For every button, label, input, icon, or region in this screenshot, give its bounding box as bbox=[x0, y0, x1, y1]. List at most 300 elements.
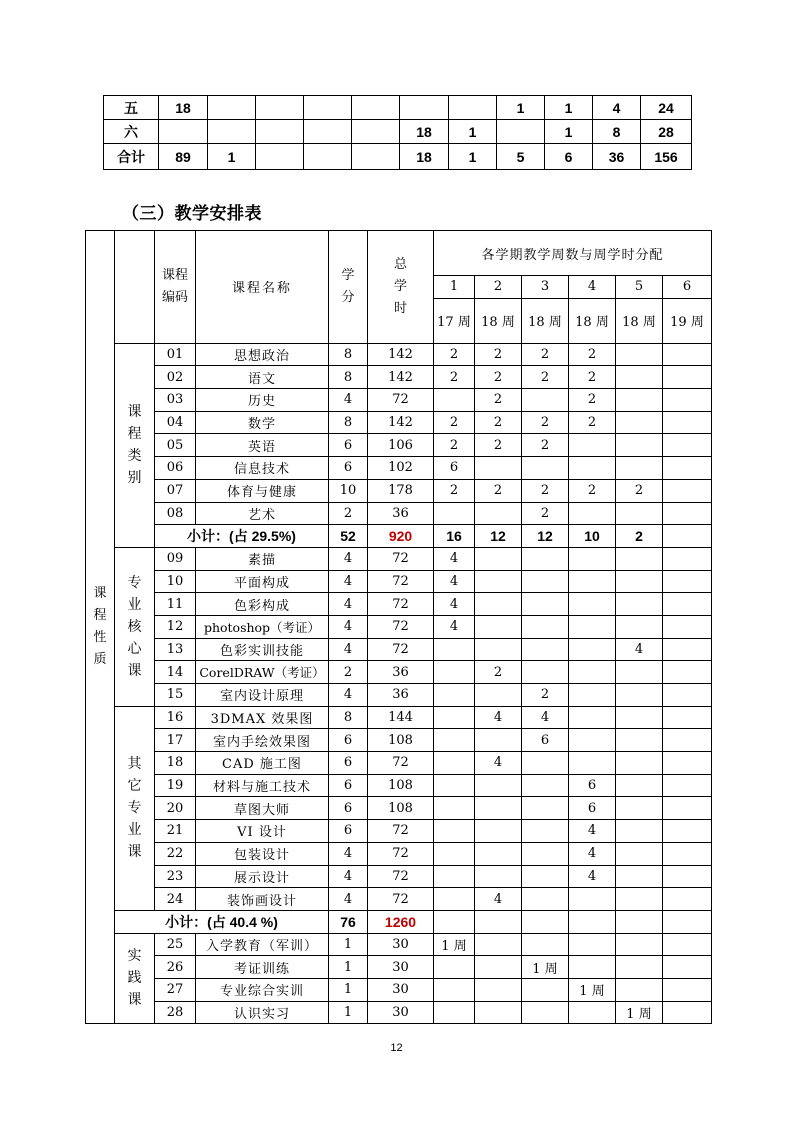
subtotal-semester: 2 bbox=[616, 525, 663, 548]
summary-cell: 156 bbox=[641, 144, 692, 170]
course-hours: 30 bbox=[368, 978, 434, 1001]
semester-hours bbox=[475, 502, 522, 525]
semester-hours bbox=[663, 888, 712, 911]
summary-table bbox=[103, 95, 692, 170]
summary-row-label: 六 bbox=[104, 120, 159, 144]
semester-hours: 4 bbox=[616, 638, 663, 661]
semester-hours bbox=[663, 457, 712, 480]
semester-hours bbox=[522, 888, 569, 911]
course-hours: 72 bbox=[368, 865, 434, 888]
semester-hours bbox=[663, 593, 712, 616]
course-credit: 4 bbox=[329, 842, 368, 865]
summary-cell: 24 bbox=[641, 96, 692, 120]
summary-cell: 28 bbox=[641, 120, 692, 144]
course-hours: 178 bbox=[368, 479, 434, 502]
semester-hours bbox=[616, 502, 663, 525]
summary-cell: 8 bbox=[593, 120, 641, 144]
subtotal-semester: 12 bbox=[475, 525, 522, 548]
semester-hours: 4 bbox=[569, 865, 616, 888]
semester-hours bbox=[434, 820, 475, 843]
summary-cell: 5 bbox=[497, 144, 545, 170]
course-hours: 72 bbox=[368, 820, 434, 843]
semester-hours bbox=[616, 661, 663, 684]
course-hours: 72 bbox=[368, 570, 434, 593]
semester-number: 6 bbox=[663, 276, 712, 299]
summary-cell bbox=[159, 120, 208, 144]
course-code: 14 bbox=[155, 661, 196, 684]
semester-hours bbox=[522, 978, 569, 1001]
semester-hours bbox=[434, 978, 475, 1001]
course-hours: 72 bbox=[368, 888, 434, 911]
semester-hours: 2 bbox=[475, 434, 522, 457]
semester-hours bbox=[475, 1001, 522, 1024]
course-hours: 142 bbox=[368, 411, 434, 434]
course-credit: 4 bbox=[329, 570, 368, 593]
course-row bbox=[86, 615, 712, 638]
semester-hours bbox=[616, 389, 663, 412]
semester-weeks: 18 周 bbox=[522, 298, 569, 343]
course-group-label-char: 别 bbox=[127, 470, 142, 487]
semester-hours bbox=[522, 389, 569, 412]
semester-hours bbox=[434, 729, 475, 752]
semester-number: 1 bbox=[434, 276, 475, 299]
course-row bbox=[86, 684, 712, 707]
semester-hours bbox=[663, 570, 712, 593]
semester-hours: 2 bbox=[569, 389, 616, 412]
semester-hours: 4 bbox=[522, 706, 569, 729]
course-group-label bbox=[115, 706, 155, 910]
semester-hours bbox=[663, 729, 712, 752]
section-title: （三）教学安排表 bbox=[122, 204, 262, 224]
summary-cell: 4 bbox=[593, 96, 641, 120]
course-row bbox=[86, 366, 712, 389]
semester-hours bbox=[522, 865, 569, 888]
summary-cell bbox=[304, 144, 352, 170]
course-credit: 2 bbox=[329, 502, 368, 525]
course-name: 考证训练 bbox=[196, 956, 329, 979]
course-group-label-char: 专 bbox=[127, 574, 142, 591]
semester-hours bbox=[569, 570, 616, 593]
summary-cell: 18 bbox=[400, 144, 449, 170]
summary-cell bbox=[352, 144, 400, 170]
semester-hours: 4 bbox=[475, 888, 522, 911]
course-group-label-char: 践 bbox=[127, 970, 142, 987]
semester-hours bbox=[522, 1001, 569, 1024]
summary-cell: 1 bbox=[545, 96, 593, 120]
course-group-label-char: 核 bbox=[127, 618, 142, 635]
course-code: 10 bbox=[155, 570, 196, 593]
semester-hours bbox=[616, 956, 663, 979]
course-group-label-char: 课 bbox=[127, 992, 142, 1009]
course-credit: 6 bbox=[329, 797, 368, 820]
subtotal-hours: 1260 bbox=[368, 910, 434, 933]
course-name: 体育与健康 bbox=[196, 479, 329, 502]
course-credit: 8 bbox=[329, 343, 368, 366]
semester-hours: 2 bbox=[475, 389, 522, 412]
course-credit: 8 bbox=[329, 411, 368, 434]
semester-hours bbox=[522, 638, 569, 661]
semester-hours: 2 bbox=[522, 366, 569, 389]
course-group-label-char: 课 bbox=[127, 404, 142, 421]
summary-cell: 18 bbox=[400, 120, 449, 144]
course-hours: 30 bbox=[368, 956, 434, 979]
course-credit: 4 bbox=[329, 389, 368, 412]
course-code: 21 bbox=[155, 820, 196, 843]
semester-hours bbox=[663, 865, 712, 888]
course-code: 26 bbox=[155, 956, 196, 979]
semester-hours bbox=[616, 684, 663, 707]
semester-hours bbox=[663, 842, 712, 865]
course-name: photoshop（考证） bbox=[196, 615, 329, 638]
semester-hours bbox=[475, 842, 522, 865]
semester-hours bbox=[434, 752, 475, 775]
course-nature-label bbox=[86, 231, 115, 1024]
subtotal-credit: 52 bbox=[329, 525, 368, 548]
semester-hours: 2 bbox=[434, 479, 475, 502]
header-distribution: 各学期教学周数与周学时分配 bbox=[434, 231, 712, 276]
course-hours: 72 bbox=[368, 638, 434, 661]
course-code: 20 bbox=[155, 797, 196, 820]
semester-hours bbox=[663, 434, 712, 457]
semester-hours bbox=[663, 752, 712, 775]
course-credit: 10 bbox=[329, 479, 368, 502]
semester-hours bbox=[434, 865, 475, 888]
semester-number: 4 bbox=[569, 276, 616, 299]
header-course-code-line: 课程 bbox=[161, 267, 188, 283]
semester-hours: 2 bbox=[569, 411, 616, 434]
semester-hours bbox=[569, 956, 616, 979]
course-code: 01 bbox=[155, 343, 196, 366]
header-course-code-line: 编码 bbox=[161, 289, 188, 305]
semester-hours bbox=[569, 593, 616, 616]
summary-cell: 6 bbox=[545, 144, 593, 170]
semester-hours bbox=[616, 547, 663, 570]
course-group-label-char: 心 bbox=[127, 640, 142, 657]
semester-hours bbox=[475, 797, 522, 820]
semester-hours bbox=[475, 956, 522, 979]
semester-hours bbox=[663, 638, 712, 661]
course-credit: 1 bbox=[329, 1001, 368, 1024]
semester-hours: 2 bbox=[475, 343, 522, 366]
semester-hours bbox=[434, 389, 475, 412]
schedule-table bbox=[85, 230, 712, 1024]
course-name: 英语 bbox=[196, 434, 329, 457]
course-name: 室内手绘效果图 bbox=[196, 729, 329, 752]
semester-hours bbox=[663, 1001, 712, 1024]
course-credit: 4 bbox=[329, 684, 368, 707]
semester-hours: 4 bbox=[569, 820, 616, 843]
semester-hours bbox=[475, 978, 522, 1001]
semester-hours bbox=[616, 411, 663, 434]
subtotal-semester bbox=[663, 525, 712, 548]
summary-cell bbox=[400, 96, 449, 120]
course-code: 16 bbox=[155, 706, 196, 729]
course-row bbox=[86, 502, 712, 525]
course-code: 19 bbox=[155, 774, 196, 797]
subtotal-label: 小计：(占 40.4 %) bbox=[115, 910, 329, 933]
course-row bbox=[86, 842, 712, 865]
course-code: 18 bbox=[155, 752, 196, 775]
header-credit-char: 分 bbox=[341, 289, 355, 305]
semester-hours: 1 周 bbox=[434, 933, 475, 956]
semester-hours: 4 bbox=[434, 593, 475, 616]
course-name: CorelDRAW（考证） bbox=[196, 661, 329, 684]
course-credit: 4 bbox=[329, 593, 368, 616]
header-credit-char: 学 bbox=[341, 267, 355, 283]
subtotal-semester: 12 bbox=[522, 525, 569, 548]
course-row bbox=[86, 956, 712, 979]
course-hours: 108 bbox=[368, 729, 434, 752]
course-credit: 2 bbox=[329, 661, 368, 684]
semester-hours bbox=[616, 366, 663, 389]
course-name: 素描 bbox=[196, 547, 329, 570]
course-row bbox=[86, 479, 712, 502]
semester-hours bbox=[616, 615, 663, 638]
course-hours: 108 bbox=[368, 774, 434, 797]
course-row bbox=[86, 978, 712, 1001]
semester-hours bbox=[569, 638, 616, 661]
semester-hours bbox=[475, 729, 522, 752]
semester-hours bbox=[663, 797, 712, 820]
course-code: 05 bbox=[155, 434, 196, 457]
course-row bbox=[86, 434, 712, 457]
course-name: 包装设计 bbox=[196, 842, 329, 865]
semester-hours bbox=[663, 933, 712, 956]
course-row bbox=[86, 411, 712, 434]
course-row bbox=[86, 343, 712, 366]
semester-hours bbox=[616, 978, 663, 1001]
semester-hours bbox=[522, 615, 569, 638]
semester-hours: 2 bbox=[434, 343, 475, 366]
course-hours: 106 bbox=[368, 434, 434, 457]
header-course-name: 课程名称 bbox=[196, 231, 329, 344]
semester-hours bbox=[522, 820, 569, 843]
semester-hours bbox=[569, 615, 616, 638]
semester-hours bbox=[663, 366, 712, 389]
subtotal-label: 小计：(占 29.5%) bbox=[155, 525, 329, 548]
summary-cell: 89 bbox=[159, 144, 208, 170]
course-credit: 6 bbox=[329, 820, 368, 843]
course-hours: 72 bbox=[368, 752, 434, 775]
course-hours: 108 bbox=[368, 797, 434, 820]
course-credit: 6 bbox=[329, 434, 368, 457]
semester-weeks: 19 周 bbox=[663, 298, 712, 343]
semester-hours bbox=[616, 457, 663, 480]
course-nature-label-char: 质 bbox=[93, 652, 107, 668]
course-code: 09 bbox=[155, 547, 196, 570]
course-hours: 30 bbox=[368, 933, 434, 956]
semester-weeks: 18 周 bbox=[569, 298, 616, 343]
semester-hours bbox=[434, 797, 475, 820]
course-row bbox=[86, 1001, 712, 1024]
course-group-label-char: 它 bbox=[127, 778, 142, 795]
semester-hours bbox=[569, 1001, 616, 1024]
course-name: 材料与施工技术 bbox=[196, 774, 329, 797]
course-row bbox=[86, 547, 712, 570]
course-name: 入学教育（军训） bbox=[196, 933, 329, 956]
course-hours: 36 bbox=[368, 684, 434, 707]
course-credit: 1 bbox=[329, 933, 368, 956]
semester-hours: 2 bbox=[522, 411, 569, 434]
course-credit: 4 bbox=[329, 888, 368, 911]
semester-hours bbox=[616, 820, 663, 843]
page-number: 12 bbox=[390, 1042, 403, 1054]
course-code: 03 bbox=[155, 389, 196, 412]
semester-hours: 4 bbox=[434, 547, 475, 570]
semester-hours bbox=[616, 888, 663, 911]
semester-hours bbox=[616, 774, 663, 797]
semester-hours bbox=[434, 638, 475, 661]
semester-hours bbox=[475, 638, 522, 661]
semester-hours: 2 bbox=[434, 366, 475, 389]
course-code: 07 bbox=[155, 479, 196, 502]
semester-hours bbox=[434, 684, 475, 707]
course-name: 思想政治 bbox=[196, 343, 329, 366]
course-name: 专业综合实训 bbox=[196, 978, 329, 1001]
course-code: 17 bbox=[155, 729, 196, 752]
course-hours: 72 bbox=[368, 389, 434, 412]
summary-row bbox=[104, 144, 692, 170]
course-credit: 6 bbox=[329, 774, 368, 797]
course-credit: 4 bbox=[329, 865, 368, 888]
course-hours: 102 bbox=[368, 457, 434, 480]
course-row bbox=[86, 729, 712, 752]
semester-hours bbox=[569, 434, 616, 457]
subtotal-semester: 10 bbox=[569, 525, 616, 548]
summary-cell: 1 bbox=[208, 144, 256, 170]
subtotal-semester bbox=[569, 910, 616, 933]
semester-hours bbox=[663, 978, 712, 1001]
course-name: 语文 bbox=[196, 366, 329, 389]
semester-hours bbox=[434, 888, 475, 911]
semester-hours: 2 bbox=[522, 684, 569, 707]
summary-cell bbox=[497, 120, 545, 144]
semester-hours bbox=[475, 570, 522, 593]
summary-cell: 18 bbox=[159, 96, 208, 120]
summary-cell bbox=[352, 120, 400, 144]
course-row bbox=[86, 774, 712, 797]
course-code: 28 bbox=[155, 1001, 196, 1024]
course-code: 04 bbox=[155, 411, 196, 434]
course-group-label-char: 程 bbox=[127, 426, 142, 443]
course-row bbox=[86, 638, 712, 661]
semester-hours: 1 周 bbox=[569, 978, 616, 1001]
summary-cell bbox=[352, 96, 400, 120]
course-credit: 4 bbox=[329, 638, 368, 661]
course-hours: 36 bbox=[368, 661, 434, 684]
semester-hours bbox=[522, 570, 569, 593]
semester-hours: 2 bbox=[522, 502, 569, 525]
course-name: 平面构成 bbox=[196, 570, 329, 593]
header-course-code bbox=[155, 231, 196, 344]
semester-hours bbox=[522, 593, 569, 616]
course-code: 24 bbox=[155, 888, 196, 911]
course-name: CAD 施工图 bbox=[196, 752, 329, 775]
semester-hours bbox=[522, 842, 569, 865]
semester-hours: 2 bbox=[522, 434, 569, 457]
course-name: 艺术 bbox=[196, 502, 329, 525]
subtotal-semester bbox=[434, 910, 475, 933]
subtotal-hours: 920 bbox=[368, 525, 434, 548]
semester-hours bbox=[616, 593, 663, 616]
semester-hours: 2 bbox=[475, 661, 522, 684]
header-total-hours-char: 学 bbox=[393, 278, 407, 294]
semester-hours bbox=[569, 888, 616, 911]
course-name: 色彩实训技能 bbox=[196, 638, 329, 661]
semester-hours: 2 bbox=[522, 479, 569, 502]
course-credit: 4 bbox=[329, 547, 368, 570]
course-code: 13 bbox=[155, 638, 196, 661]
semester-hours bbox=[475, 684, 522, 707]
course-hours: 36 bbox=[368, 502, 434, 525]
course-row bbox=[86, 661, 712, 684]
summary-cell bbox=[304, 96, 352, 120]
summary-row bbox=[104, 96, 692, 120]
course-code: 06 bbox=[155, 457, 196, 480]
semester-hours bbox=[569, 729, 616, 752]
semester-hours: 6 bbox=[569, 797, 616, 820]
course-credit: 6 bbox=[329, 457, 368, 480]
header-total-hours-char: 时 bbox=[393, 300, 407, 316]
course-hours: 30 bbox=[368, 1001, 434, 1024]
course-hours: 142 bbox=[368, 366, 434, 389]
course-code: 23 bbox=[155, 865, 196, 888]
semester-hours: 6 bbox=[434, 457, 475, 480]
subtotal-semester: 16 bbox=[434, 525, 475, 548]
course-code: 08 bbox=[155, 502, 196, 525]
semester-hours bbox=[434, 842, 475, 865]
header-blank bbox=[115, 231, 155, 344]
semester-hours bbox=[663, 820, 712, 843]
course-row bbox=[86, 797, 712, 820]
semester-hours: 2 bbox=[616, 479, 663, 502]
semester-hours bbox=[569, 502, 616, 525]
semester-hours bbox=[434, 706, 475, 729]
course-code: 12 bbox=[155, 615, 196, 638]
semester-hours bbox=[434, 956, 475, 979]
header-credit bbox=[329, 231, 368, 344]
semester-number: 5 bbox=[616, 276, 663, 299]
course-code: 27 bbox=[155, 978, 196, 1001]
summary-row-label: 合计 bbox=[104, 144, 159, 170]
semester-hours bbox=[475, 547, 522, 570]
subtotal-row bbox=[86, 910, 712, 933]
summary-cell bbox=[208, 96, 256, 120]
course-name: VI 设计 bbox=[196, 820, 329, 843]
semester-hours bbox=[663, 502, 712, 525]
course-credit: 1 bbox=[329, 956, 368, 979]
semester-hours bbox=[522, 457, 569, 480]
course-group-label bbox=[115, 547, 155, 706]
semester-hours bbox=[434, 1001, 475, 1024]
semester-hours: 2 bbox=[569, 479, 616, 502]
summary-cell bbox=[256, 96, 304, 120]
semester-hours bbox=[522, 933, 569, 956]
course-nature-label-char: 课 bbox=[93, 586, 107, 602]
course-credit: 4 bbox=[329, 615, 368, 638]
semester-hours bbox=[569, 457, 616, 480]
course-row bbox=[86, 865, 712, 888]
course-name: 3DMAX 效果图 bbox=[196, 706, 329, 729]
subtotal-row bbox=[86, 525, 712, 548]
semester-hours bbox=[616, 343, 663, 366]
course-row bbox=[86, 752, 712, 775]
semester-hours: 1 周 bbox=[522, 956, 569, 979]
semester-weeks: 18 周 bbox=[616, 298, 663, 343]
course-credit: 8 bbox=[329, 366, 368, 389]
summary-cell bbox=[449, 96, 497, 120]
summary-row-label: 五 bbox=[104, 96, 159, 120]
